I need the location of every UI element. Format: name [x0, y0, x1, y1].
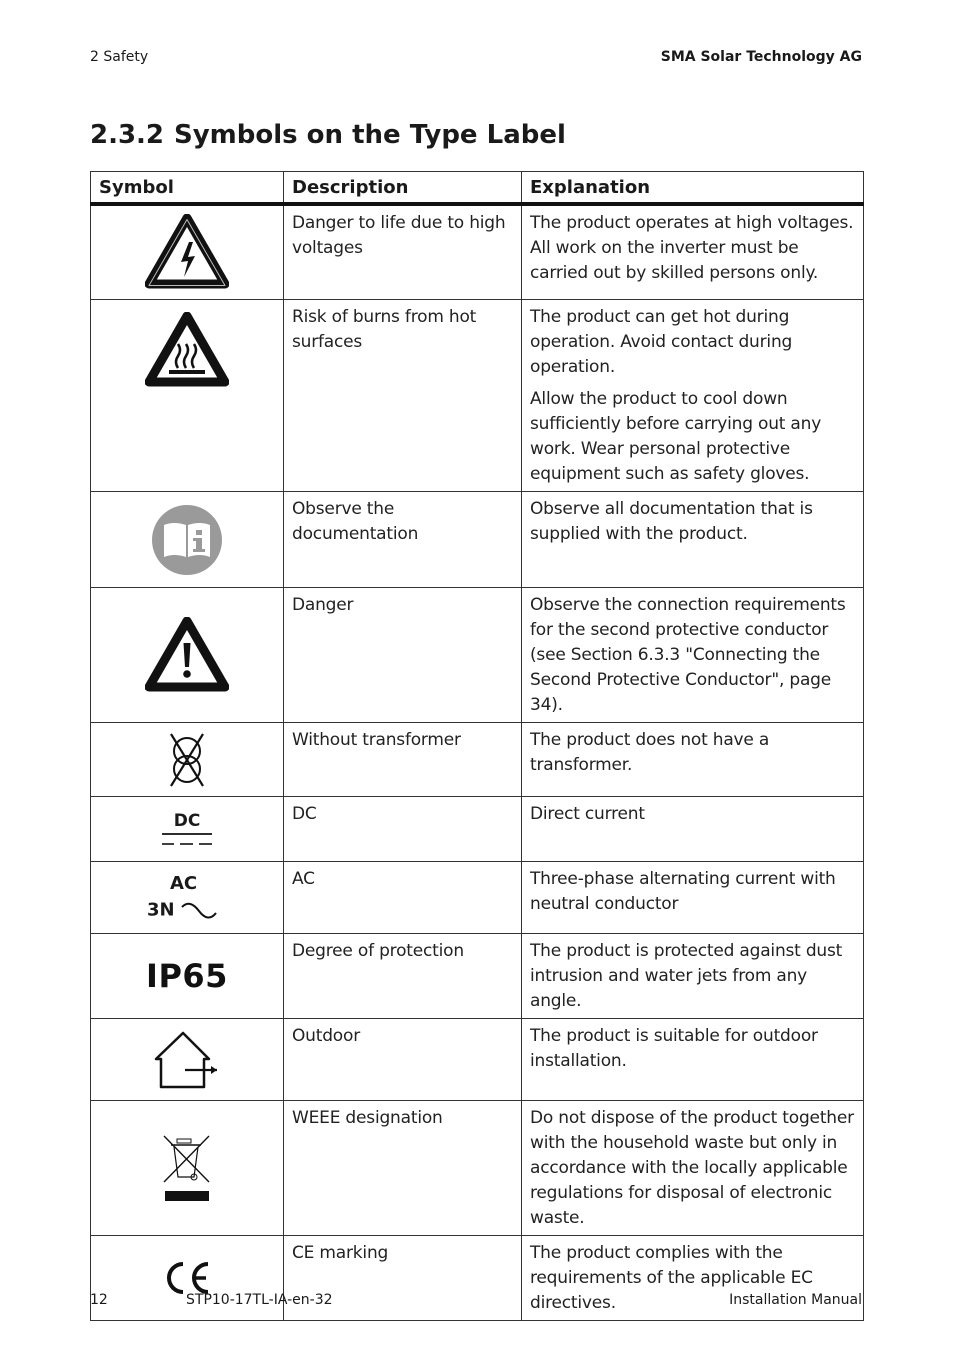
column-header-symbol: Symbol	[91, 172, 284, 204]
description-cell: AC	[284, 862, 522, 934]
table-row	[91, 1019, 864, 1101]
description-cell: WEEE designation	[284, 1101, 522, 1236]
ac-3n-symbol-icon	[147, 871, 227, 924]
symbols-table	[90, 171, 864, 1321]
sine-wave-icon	[180, 902, 218, 920]
footer-page-number: 12	[90, 1292, 108, 1308]
dc-symbol-icon	[159, 811, 215, 847]
explanation-cell: Direct current	[522, 797, 864, 862]
symbol-cell	[91, 492, 284, 588]
header-chapter: 2 Safety	[90, 49, 149, 65]
symbol-cell	[91, 204, 284, 300]
table-row	[91, 862, 864, 934]
explanation-cell: The product is protected against dust intrusion and water jets from any angle.	[522, 934, 864, 1019]
ip65-icon: IP65	[146, 957, 228, 995]
high-voltage-warning-icon	[145, 214, 229, 290]
3n-symbol-text: 3N	[147, 899, 175, 921]
symbol-cell	[91, 723, 284, 797]
explanation-cell: The product operates at high voltages. All work on the inverter must be carried out by skilled persons only.	[522, 204, 864, 300]
dc-symbol-text: DC	[173, 811, 201, 831]
table-row	[91, 588, 864, 723]
general-danger-icon	[145, 617, 229, 693]
footer-manual-title: Installation Manual	[729, 1292, 862, 1308]
explanation-cell	[522, 300, 864, 492]
explanation-cell: The product is suitable for outdoor installation.	[522, 1019, 864, 1101]
symbol-cell	[91, 1019, 284, 1101]
description-cell: Danger to life due to high voltages	[284, 204, 522, 300]
column-header-description: Description	[284, 172, 522, 204]
header-company: SMA Solar Technology AG	[660, 49, 862, 65]
explanation-cell: Observe the connection requirements for the second protective conductor (see Section 6.3.3 "Connecting the Second Protective Conductor", page 34).	[522, 588, 864, 723]
table-row	[91, 1101, 864, 1236]
footer-document-id: STP10-17TL-IA-en-32	[186, 1292, 333, 1308]
symbol-cell	[91, 934, 284, 1019]
table-row	[91, 204, 864, 300]
table-row	[91, 300, 864, 492]
symbol-cell	[91, 1101, 284, 1236]
dc-lines-icon	[160, 831, 214, 847]
observe-documentation-icon	[150, 503, 224, 577]
description-cell: Degree of protection	[284, 934, 522, 1019]
explanation-paragraph: Allow the product to cool down sufficiently before carrying out any work. Wear personal protective equipment such as safety gloves.	[530, 389, 822, 484]
description-cell: Observe the documentation	[284, 492, 522, 588]
explanation-cell: Observe all documentation that is supplied with the product.	[522, 492, 864, 588]
table-header-row	[91, 172, 864, 204]
explanation-paragraph: The product can get hot during operation. Avoid contact during operation.	[530, 307, 793, 377]
ce-marking-icon	[161, 1260, 213, 1296]
weee-crossed-bin-icon	[161, 1133, 213, 1203]
description-cell: DC	[284, 797, 522, 862]
section-title	[90, 120, 566, 150]
symbol-cell	[91, 862, 284, 934]
symbol-cell	[91, 588, 284, 723]
table-row	[91, 492, 864, 588]
ac-symbol-text: AC	[170, 873, 198, 895]
table-row	[91, 934, 864, 1019]
description-cell: Outdoor	[284, 1019, 522, 1101]
table-row	[91, 723, 864, 797]
explanation-cell: The product complies with the requirements of the applicable EC directives.	[522, 1236, 864, 1321]
outdoor-icon	[151, 1029, 223, 1091]
description-cell: Without transformer	[284, 723, 522, 797]
symbol-cell	[91, 300, 284, 492]
explanation-cell: Three-phase alternating current with neutral conductor	[522, 862, 864, 934]
explanation-cell: Do not dispose of the product together with the household waste but only in accordance with the locally applicable regulations for disposal of electronic waste.	[522, 1101, 864, 1236]
description-cell: CE marking	[284, 1236, 522, 1321]
column-header-explanation: Explanation	[522, 172, 864, 204]
table-row	[91, 797, 864, 862]
symbol-cell	[91, 797, 284, 862]
section-title-text: Symbols on the Type Label	[174, 120, 566, 150]
description-cell: Risk of burns from hot surfaces	[284, 300, 522, 492]
description-cell: Danger	[284, 588, 522, 723]
explanation-cell: The product does not have a transformer.	[522, 723, 864, 797]
hot-surface-warning-icon	[145, 312, 229, 388]
section-number: 2.3.2	[90, 120, 165, 150]
no-transformer-icon	[165, 730, 209, 790]
